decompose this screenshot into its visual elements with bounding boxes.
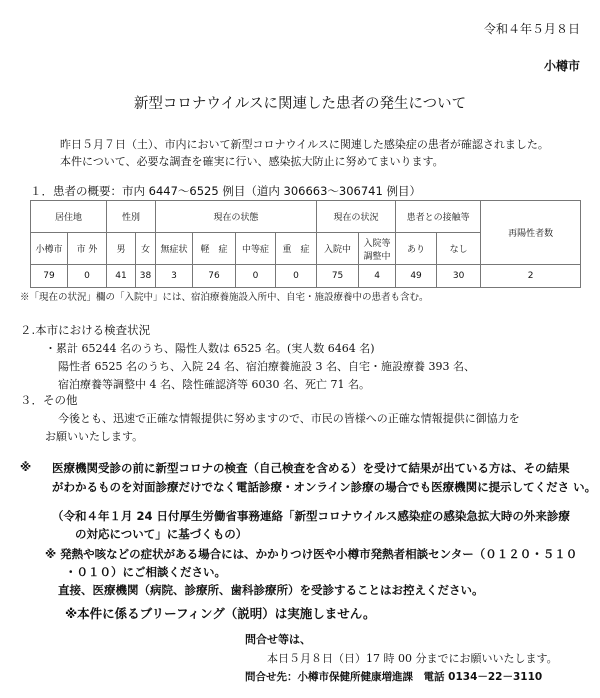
- col-hospitalized: 入院中: [317, 233, 359, 265]
- col-male: 男: [107, 233, 136, 265]
- group-sex: 性別: [107, 201, 156, 233]
- contact-label: 問合せ等は、: [245, 633, 311, 646]
- contact-office: 問合せ先：小樽市保健所健康増進課 電話 0134－22－3110: [245, 671, 543, 683]
- cell-moderate: 0: [236, 265, 276, 288]
- notice-2-line-3: 直接、医療機関（病院、診療所、歯科診療所）を受診することはお控えください。: [58, 583, 484, 597]
- cell-contact-yes: 49: [396, 265, 437, 288]
- col-mild: 軽 症: [193, 233, 236, 265]
- group-contact: 患者との接触等: [396, 201, 481, 233]
- issuer-name: 小樽市: [543, 59, 580, 73]
- cell-female: 38: [136, 265, 156, 288]
- col-outside: 市 外: [68, 233, 107, 265]
- section3-line-2: お願いいたします。: [45, 430, 144, 443]
- col-pending-line1: 入院等: [363, 238, 391, 249]
- briefing-notice: ※本件に係るブリーフィング（説明）は実施しません。: [65, 606, 376, 621]
- cell-reinfection: 2: [481, 265, 581, 288]
- col-severe: 重 症: [276, 233, 317, 265]
- cell-asymptomatic: 3: [156, 265, 193, 288]
- intro-line-2: 本件について、必要な調査を確実に行い、感染拡大防止に努めてまいります。: [60, 155, 444, 168]
- cell-mild: 76: [193, 265, 236, 288]
- group-condition: 現在の状態: [156, 201, 317, 233]
- document-title: 新型コロナウイルスに関連した患者の発生について: [133, 96, 467, 112]
- section2-heading: ２.本市における検査状況: [20, 323, 151, 337]
- col-pending-line2: 調整中: [363, 251, 391, 262]
- notice-2-line-2: ・０１０）にご相談ください。: [65, 565, 226, 579]
- notice-1-mark: ※: [20, 460, 32, 474]
- col-contact-yes: あり: [396, 233, 437, 265]
- notice-1-line-3: （令和４年１月 24 日付厚生労働省事務連絡「新型コロナウイルス感染症の感染急拡大時の外来診療: [52, 509, 570, 523]
- notice-1-line-2: がわかるものを対面診療だけでなく電話診療・オンライン診療の場合でも医療機関に提示してくださ い。: [52, 480, 597, 494]
- section2-line-1: ・累計 65244 名のうち、陽性人数は 6525 名。(実人数 6464 名): [45, 342, 375, 355]
- cell-severe: 0: [276, 265, 317, 288]
- group-reinfection: 再陽性者数: [481, 201, 581, 265]
- section1-heading: １．患者の概要：市内 6447～6525 例目（道内 306663～306741 例目）: [30, 184, 421, 198]
- col-asymptomatic: 無症状: [156, 233, 193, 265]
- contact-deadline: 本日５月８日（日）17 時 00 分までにお願いいたします。: [267, 652, 558, 665]
- cell-outside: 0: [68, 265, 107, 288]
- col-otaru: 小樽市: [31, 233, 68, 265]
- col-female: 女: [136, 233, 156, 265]
- notice-1-line-1: 医療機関受診の前に新型コロナの検査（自己検査を含める）を受けて結果が出ている方は、その結果: [52, 461, 570, 475]
- notice-2-line-1: ※ 発熱や咳などの症状がある場合には、かかりつけ医や小樽市発熱者相談センター（０１２０・５１０: [45, 547, 578, 561]
- cell-hospitalized: 75: [317, 265, 359, 288]
- table-row: [31, 265, 581, 288]
- table-group-header-row: [31, 201, 581, 233]
- group-residence: 居住地: [31, 201, 107, 233]
- col-moderate: 中等症: [236, 233, 276, 265]
- notice-1-line-4: の対応について」に基づくもの）: [75, 527, 248, 541]
- document-date: 令和４年５月８日: [483, 22, 580, 36]
- table-footnote: ※「現在の状況」欄の「入院中」には、宿泊療養施設入所中、自宅・施設療養中の患者も含む。: [20, 292, 429, 303]
- group-status: 現在の状況: [317, 201, 396, 233]
- cell-otaru: 79: [31, 265, 68, 288]
- cell-pending: 4: [359, 265, 396, 288]
- section3-line-1: 今後とも、迅速で正確な情報提供に努めますので、市民の皆様への正確な情報提供に御協力を: [58, 412, 520, 425]
- col-contact-no: なし: [437, 233, 481, 265]
- col-pending: [359, 233, 396, 265]
- section2-line-2: 陽性者 6525 名のうち、入院 24 名、宿泊療養施設 3 名、自宅・施設療養 393 名、: [58, 360, 475, 373]
- cell-male: 41: [107, 265, 136, 288]
- section3-heading: ３．その他: [20, 393, 78, 407]
- section2-line-3: 宿泊療養等調整中 4 名、陰性確認済等 6030 名、死亡 71 名。: [58, 378, 370, 391]
- patient-summary-table: [30, 200, 581, 288]
- intro-line-1: 昨日５月７日（土）、市内において新型コロナウイルスに関連した感染症の患者が確認されました。: [60, 138, 549, 151]
- cell-contact-no: 30: [437, 265, 481, 288]
